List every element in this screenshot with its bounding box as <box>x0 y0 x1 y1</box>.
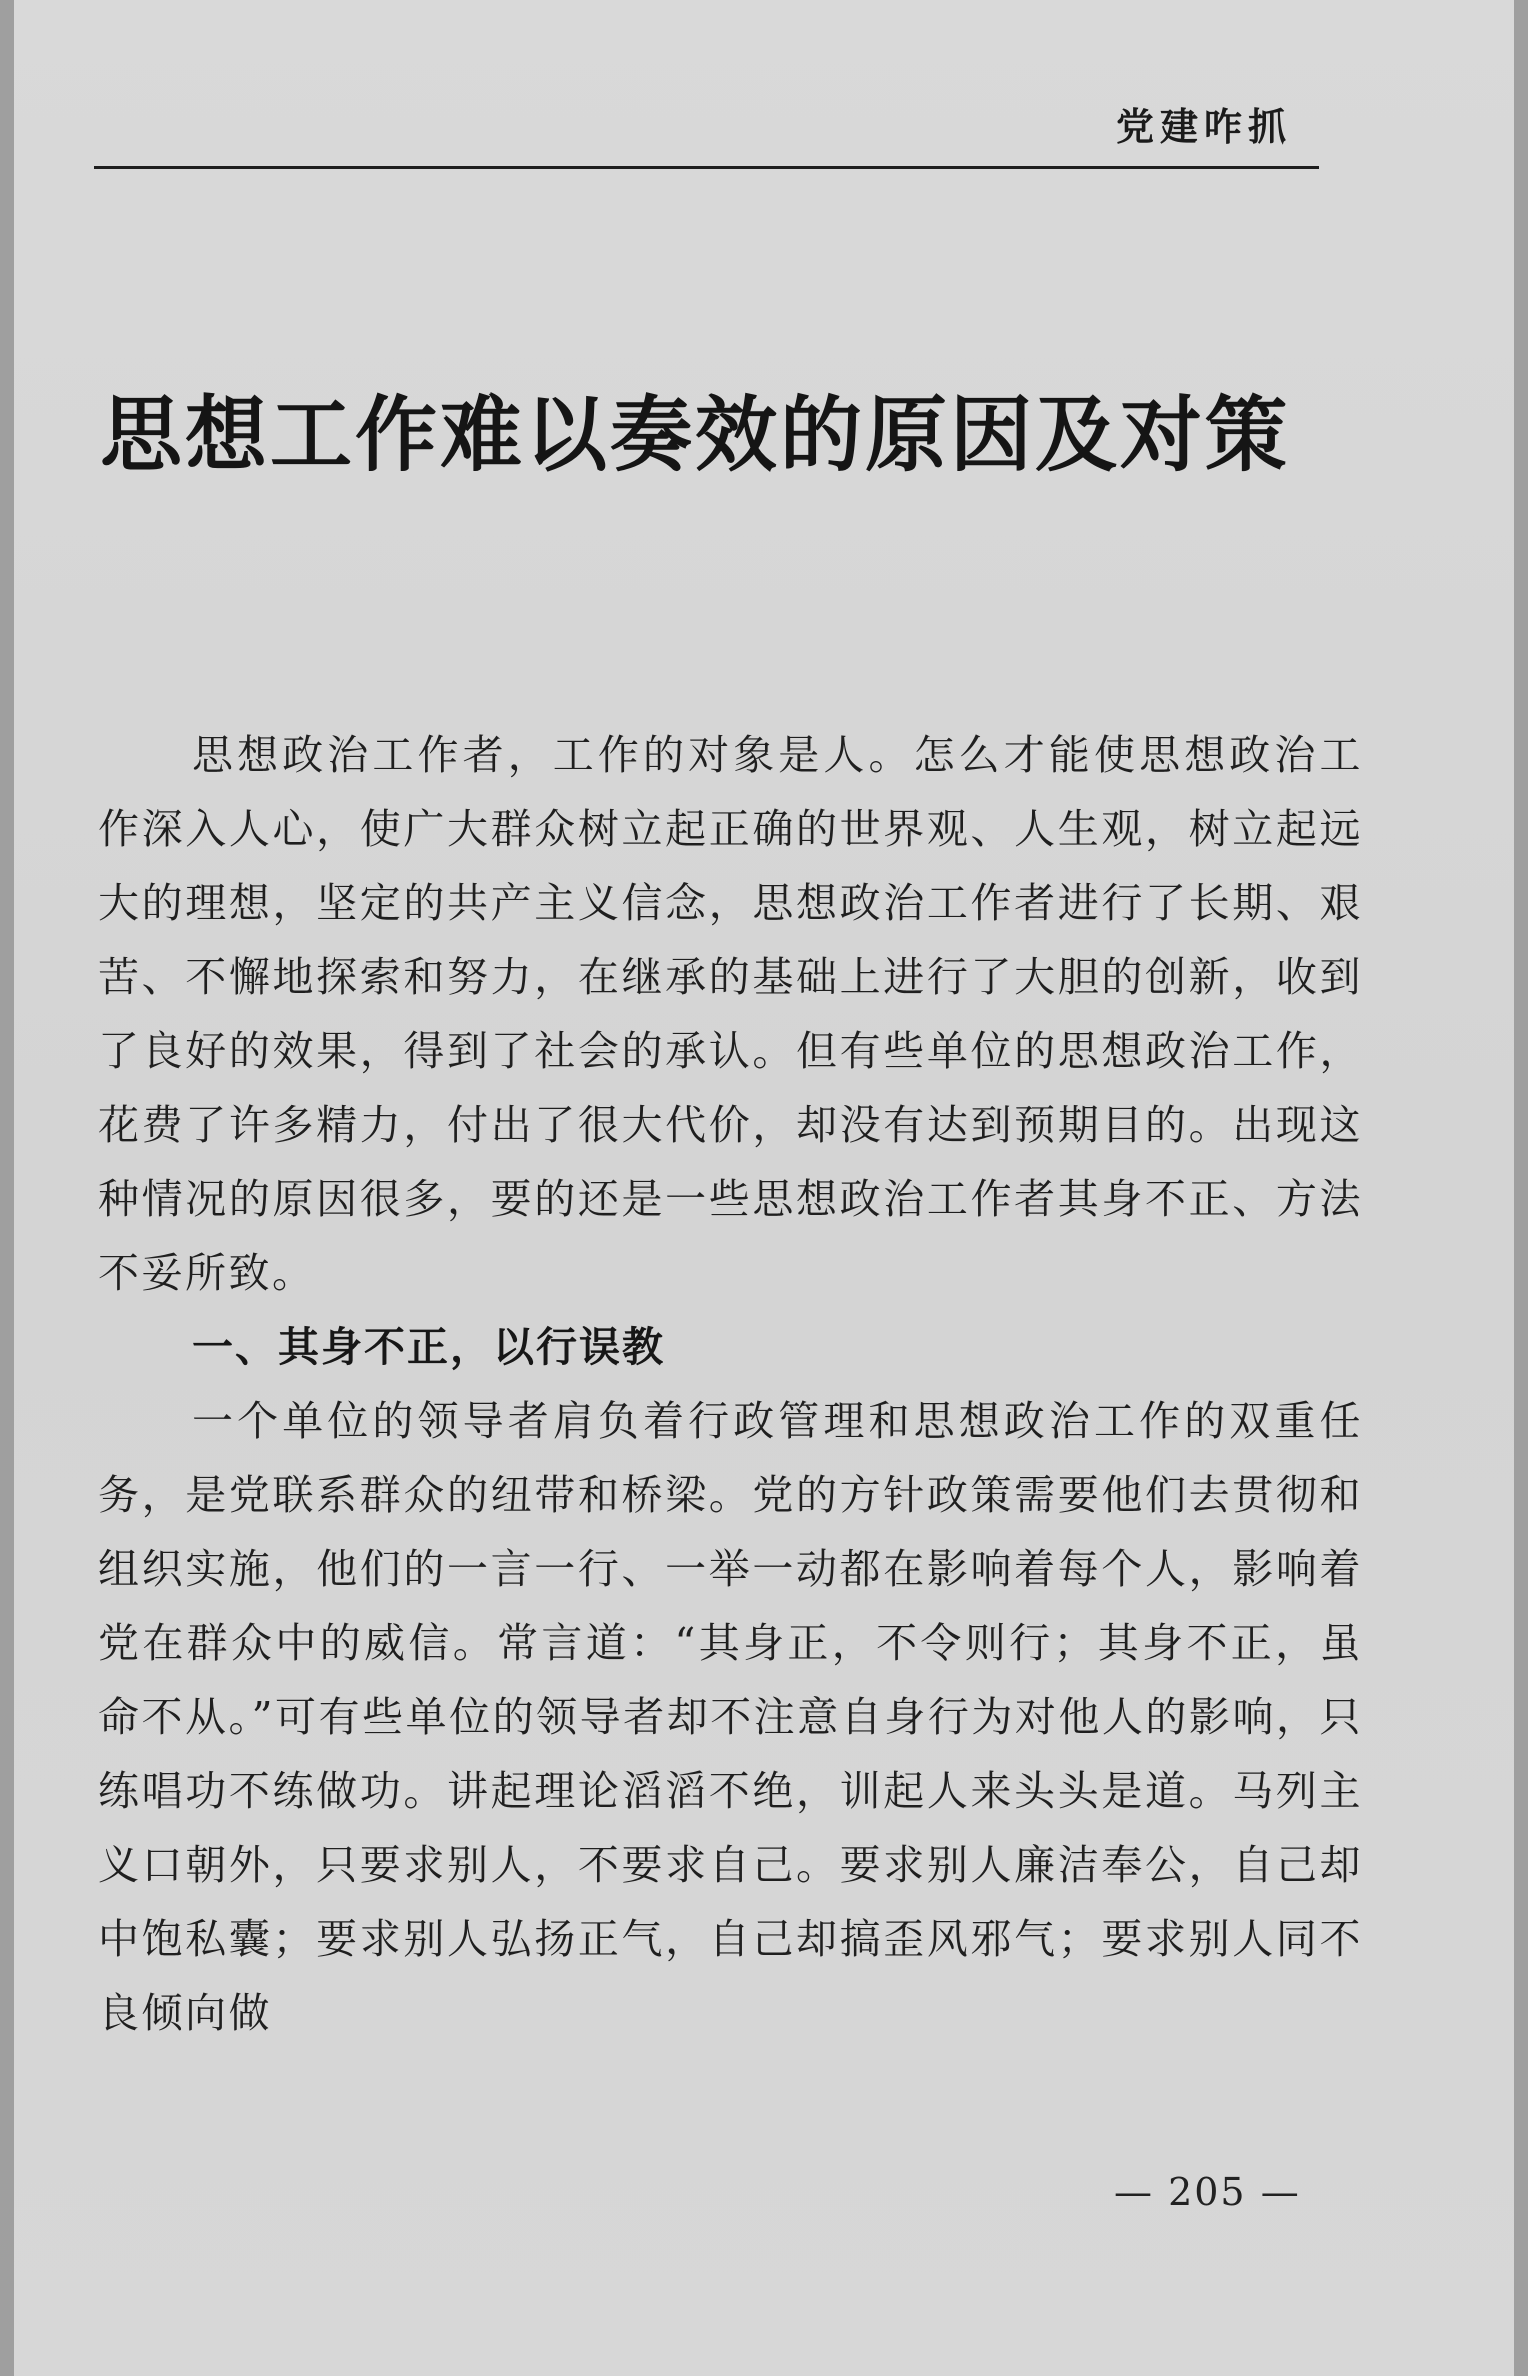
paragraph-2: 一个单位的领导者肩负着行政管理和思想政治工作的双重任务，是党联系群众的纽带和桥梁。党的方针政策需要他们去贯彻和组织实施，他们的一言一行、一举一动都在影响着每个人，影响着党在群众中的威信。常言道：“其身正，不令则行；其身不正，虽命不从。”可有些单位的领导者却不注意自身行为对他人的影响，只练唱功不练做功。讲起理论滔滔不绝，训起人来头头是道。马列主义口朝外，只要求别人，不要求自己。要求别人廉洁奉公，自己却中饱私囊；要求别人弘扬正气，自己却搞歪风邪气；要求别人同不良倾向做 <box>98 1397 1363 2037</box>
running-header: 党建咋抓 <box>1115 105 1292 149</box>
page-number: — 205 — <box>1114 2170 1301 2214</box>
article-body <box>98 718 1363 2050</box>
header-rule <box>94 166 1319 169</box>
paragraph-1: 思想政治工作者，工作的对象是人。怎么才能使思想政治工作深入人心，使广大群众树立起正确的世界观、人生观，树立起远大的理想，坚定的共产主义信念，思想政治工作者进行了长期、艰苦、不懈地探索和努力，在继承的基础上进行了大胆的创新，收到了良好的效果，得到了社会的承认。但有些单位的思想政治工作，花费了许多精力，付出了很大代价，却没有达到预期目的。出现这种情况的原因很多，要的还是一些思想政治工作者其身不正、方法不妥所致。 <box>98 731 1363 1297</box>
book-page <box>14 0 1514 2376</box>
section-heading: 一、其身不正，以行误教 <box>192 1323 665 1371</box>
article-title: 思想工作难以奏效的原因及对策 <box>100 387 1291 483</box>
